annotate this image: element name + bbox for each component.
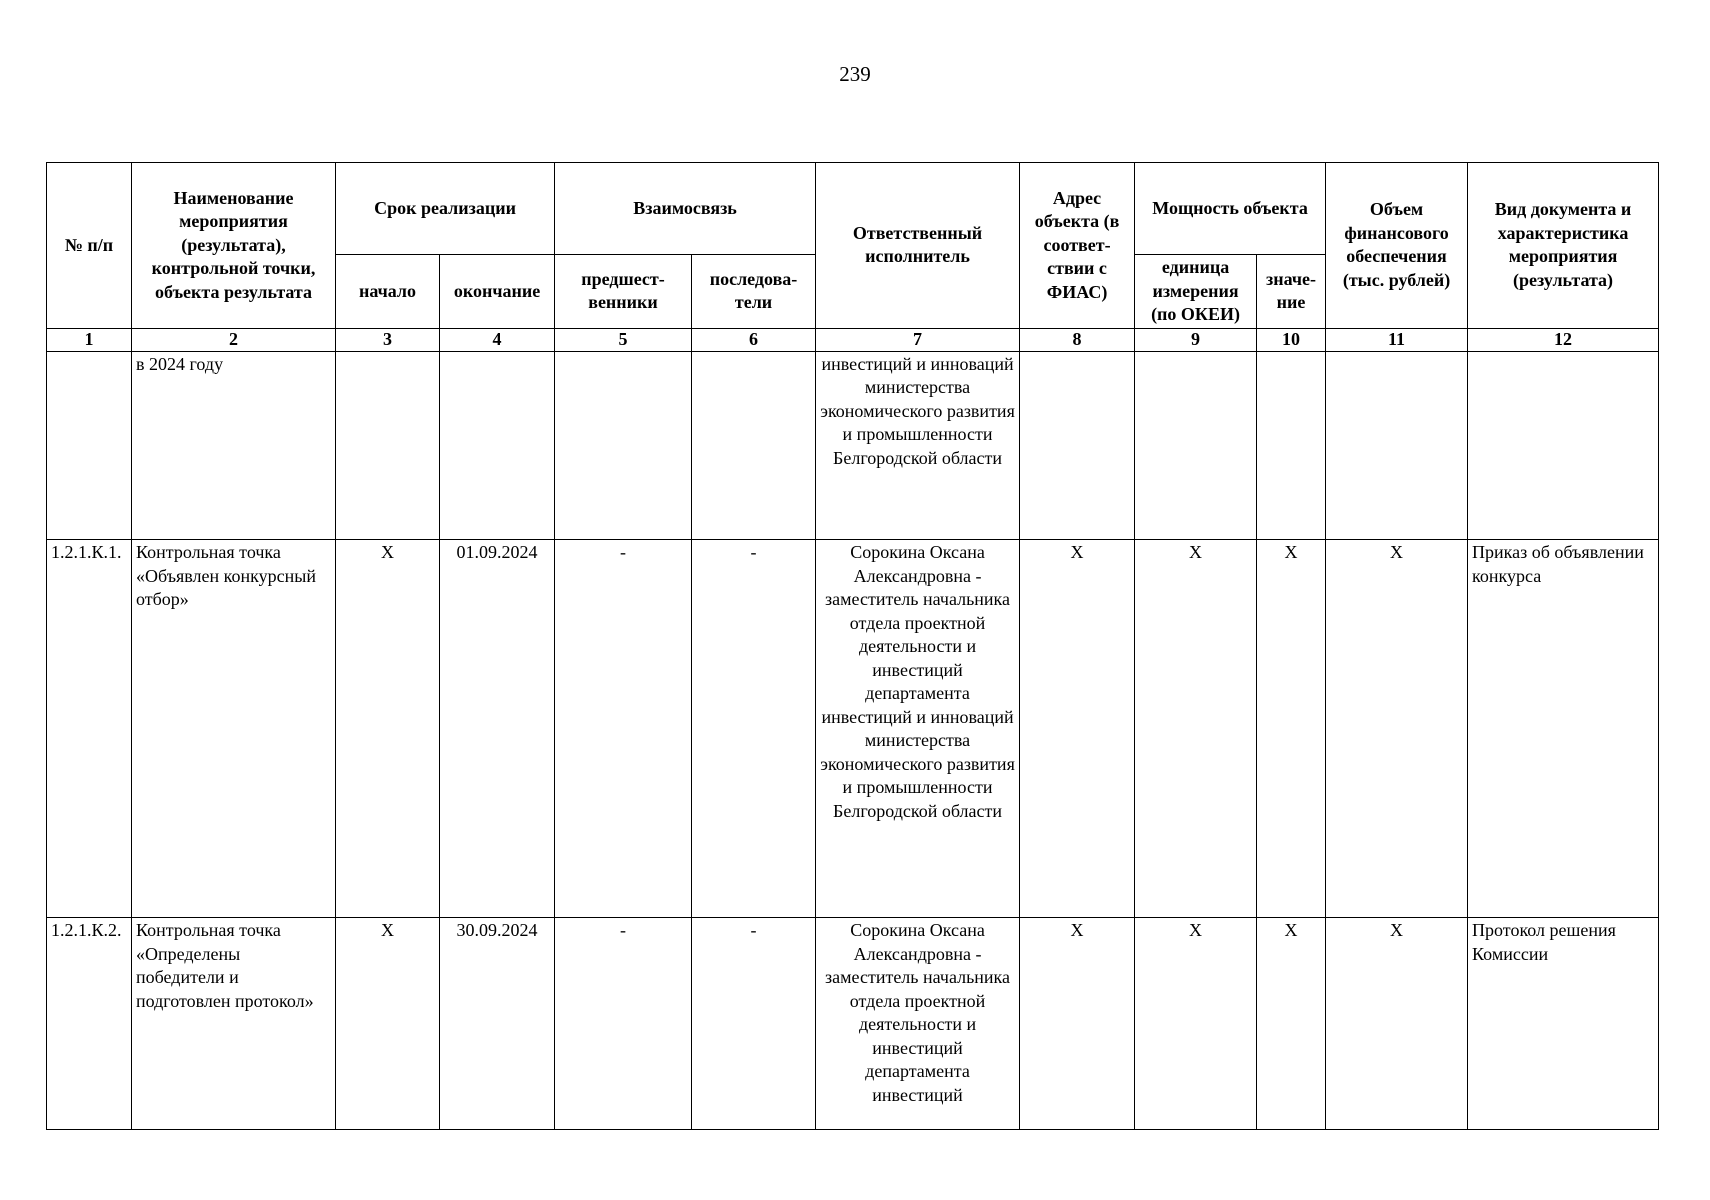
cell-value: X — [1257, 540, 1326, 918]
header-row-top — [47, 163, 1659, 255]
cell-doc-type — [1468, 351, 1659, 540]
header-responsible: Ответственный исполнитель — [816, 163, 1020, 329]
column-number: 6 — [692, 328, 816, 351]
cell-end: 30.09.2024 — [440, 918, 555, 1130]
cell-name: Контрольная точка «Объявлен конкурсный отбор» — [132, 540, 336, 918]
header-doc-type: Вид документа и характеристика мероприятия (результата) — [1468, 163, 1659, 329]
column-number: 7 — [816, 328, 1020, 351]
header-name: Наименование мероприятия (результата), контрольной точки, объекта результата — [132, 163, 336, 329]
cell-unit: X — [1135, 540, 1257, 918]
header-finance: Объем финансового обеспечения (тыс. рублей) — [1326, 163, 1468, 329]
page-number: 239 — [839, 62, 871, 86]
cell-successors: - — [692, 918, 816, 1130]
cell-finance: X — [1326, 540, 1468, 918]
table-row — [47, 351, 1659, 540]
header-start: начало — [336, 255, 440, 329]
cell-start — [336, 351, 440, 540]
cell-value: X — [1257, 918, 1326, 1130]
column-number: 3 — [336, 328, 440, 351]
column-number: 11 — [1326, 328, 1468, 351]
cell-num: 1.2.1.К.2. — [47, 918, 132, 1130]
table-row — [47, 540, 1659, 918]
column-number: 5 — [555, 328, 692, 351]
header-value: значе-ние — [1257, 255, 1326, 329]
cell-unit — [1135, 351, 1257, 540]
cell-name: Контрольная точка «Определены победители и подготовлен протокол» — [132, 918, 336, 1130]
cell-successors: - — [692, 540, 816, 918]
cell-value — [1257, 351, 1326, 540]
column-number: 8 — [1020, 328, 1135, 351]
cell-doc-type: Приказ об объявлении конкурса — [1468, 540, 1659, 918]
column-number: 2 — [132, 328, 336, 351]
header-address: Адрес объекта (в соответ-ствии с ФИАС) — [1020, 163, 1135, 329]
header-successors: последова-тели — [692, 255, 816, 329]
cell-address: X — [1020, 540, 1135, 918]
column-number: 1 — [47, 328, 132, 351]
cell-address — [1020, 351, 1135, 540]
cell-predecessors — [555, 351, 692, 540]
column-number: 12 — [1468, 328, 1659, 351]
cell-predecessors: - — [555, 540, 692, 918]
header-predecessors: предшест-венники — [555, 255, 692, 329]
column-number: 4 — [440, 328, 555, 351]
cell-responsible: инвестиций и инноваций министерства экономического развития и промышленности Белгородской области — [816, 351, 1020, 540]
cell-unit: X — [1135, 918, 1257, 1130]
header-relation: Взаимосвязь — [555, 163, 816, 255]
column-number: 9 — [1135, 328, 1257, 351]
column-number-row — [47, 328, 1659, 351]
cell-start: X — [336, 918, 440, 1130]
cell-address: X — [1020, 918, 1135, 1130]
cell-responsible: Сорокина Оксана Александровна - заместитель начальника отдела проектной деятельности и инвестиций департамента инвестиций — [816, 918, 1020, 1130]
cell-finance — [1326, 351, 1468, 540]
cell-predecessors: - — [555, 918, 692, 1130]
header-unit: единица измерения (по ОКЕИ) — [1135, 255, 1257, 329]
header-capacity: Мощность объекта — [1135, 163, 1326, 255]
cell-name: в 2024 году — [132, 351, 336, 540]
cell-num: 1.2.1.К.1. — [47, 540, 132, 918]
column-number: 10 — [1257, 328, 1326, 351]
header-end: окончание — [440, 255, 555, 329]
cell-start: X — [336, 540, 440, 918]
cell-end — [440, 351, 555, 540]
cell-end: 01.09.2024 — [440, 540, 555, 918]
plan-table — [46, 162, 1659, 1130]
cell-successors — [692, 351, 816, 540]
header-period: Срок реализации — [336, 163, 555, 255]
cell-num — [47, 351, 132, 540]
cell-finance: X — [1326, 918, 1468, 1130]
cell-responsible: Сорокина Оксана Александровна - заместитель начальника отдела проектной деятельности и инвестиций департамента инвестиций и инноваций министерства экономического развития и промышленности Белгородской области — [816, 540, 1020, 918]
table-row — [47, 918, 1659, 1130]
cell-doc-type: Протокол решения Комиссии — [1468, 918, 1659, 1130]
header-num: № п/п — [47, 163, 132, 329]
